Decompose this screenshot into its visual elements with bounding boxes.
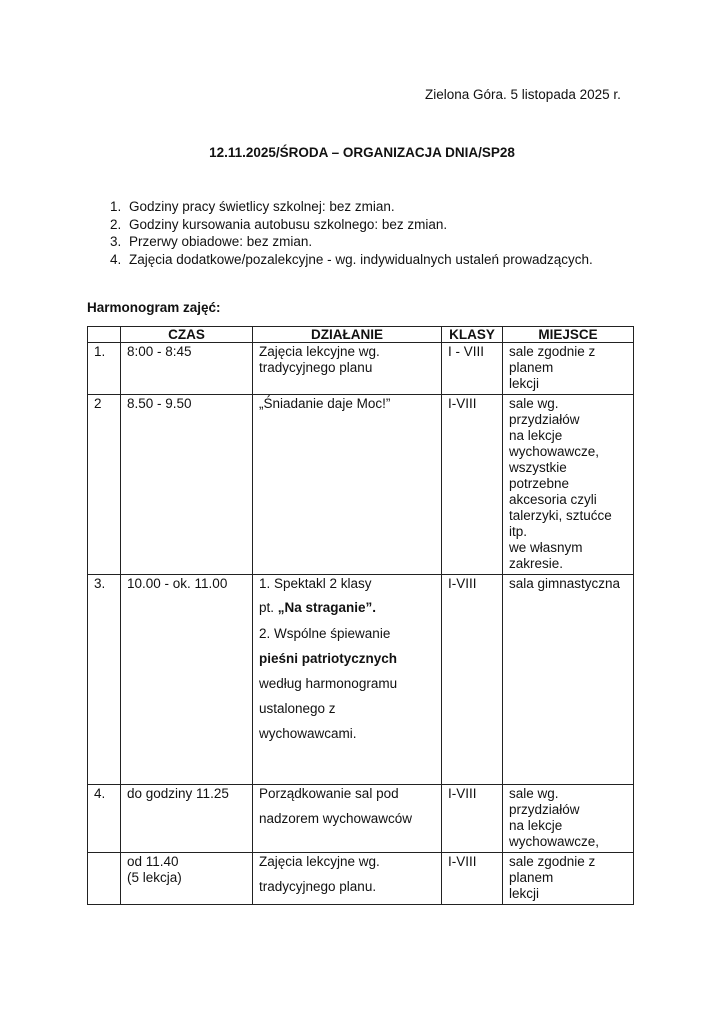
cell-activity: Zajęcia lekcyjne wg. tradycyjnego planu [253,343,442,395]
document-title: 12.11.2025/ŚRODA – ORGANIZACJA DNIA/SP28 [209,145,515,160]
cell-activity: Zajęcia lekcyjne wg. tradycyjnego planu. [253,853,442,905]
table-row [88,785,634,853]
table-row [88,575,634,785]
cell-time: od 11.40 (5 lekcja) [121,853,253,905]
cell-no: 4. [88,785,121,853]
table-row [88,853,634,905]
table-header-row [88,327,634,343]
cell-place: sala gimnastyczna [503,575,634,785]
schedule-heading: Harmonogram zajęć: [87,300,221,315]
cell-classes: I - VIII [442,343,503,395]
cell-time: 8.50 - 9.50 [121,395,253,575]
header-cell-place: MIEJSCE [503,327,634,343]
cell-no: 2 [88,395,121,575]
cell-activity: 1. Spektakl 2 klasy pt. „Na straganie”. 2. Wspólne śpiewanie pieśni patriotycznych według harmonogramu ustalonego z wychowawcami. [253,575,442,785]
cell-classes: I-VIII [442,575,503,785]
list-item: 3. Przerwy obiadowe: bez zmian. [110,234,313,249]
header-cell-activity: DZIAŁANIE [253,327,442,343]
document-date: Zielona Góra. 5 listopada 2025 r. [425,87,621,102]
cell-classes: I-VIII [442,785,503,853]
list-item: 2. Godziny kursowania autobusu szkolnego: bez zmian. [110,216,448,232]
list-item: 1. Godziny pracy świetlicy szkolnej: bez zmian. [110,199,395,214]
table-row [88,343,634,395]
cell-time: 8:00 - 8:45 [121,343,253,395]
cell-place: sale wg. przydziałów na lekcje wychowawcze, [503,785,634,853]
header-cell-no [88,327,121,343]
cell-time: do godziny 11.25 [121,785,253,853]
cell-place: sale zgodnie z planem lekcji [503,853,634,905]
cell-classes: I-VIII [442,395,503,575]
cell-place: sale wg. przydziałów na lekcje wychowawcze, wszystkie potrzebne akcesoria czyli talerzyki, sztućce itp. we własnym zakresie. [503,395,634,575]
table-row [88,395,634,575]
cell-no: 3. [88,575,121,785]
header-cell-classes: KLASY [442,327,503,343]
cell-activity: „Śniadanie daje Moc!” [253,395,442,575]
numbered-list [110,198,593,268]
cell-place: sale zgodnie z planem lekcji [503,343,634,395]
cell-classes: I-VIII [442,853,503,905]
list-item: 4. Zajęcia dodatkowe/pozalekcyjne - wg. indywidualnych ustaleń prowadzących. [110,251,593,267]
cell-time: 10.00 - ok. 11.00 [121,575,253,785]
header-cell-time: CZAS [121,327,253,343]
cell-no: 1. [88,343,121,395]
cell-no [88,853,121,905]
schedule-table [87,326,634,905]
cell-activity: Porządkowanie sal pod nadzorem wychowawców [253,785,442,853]
